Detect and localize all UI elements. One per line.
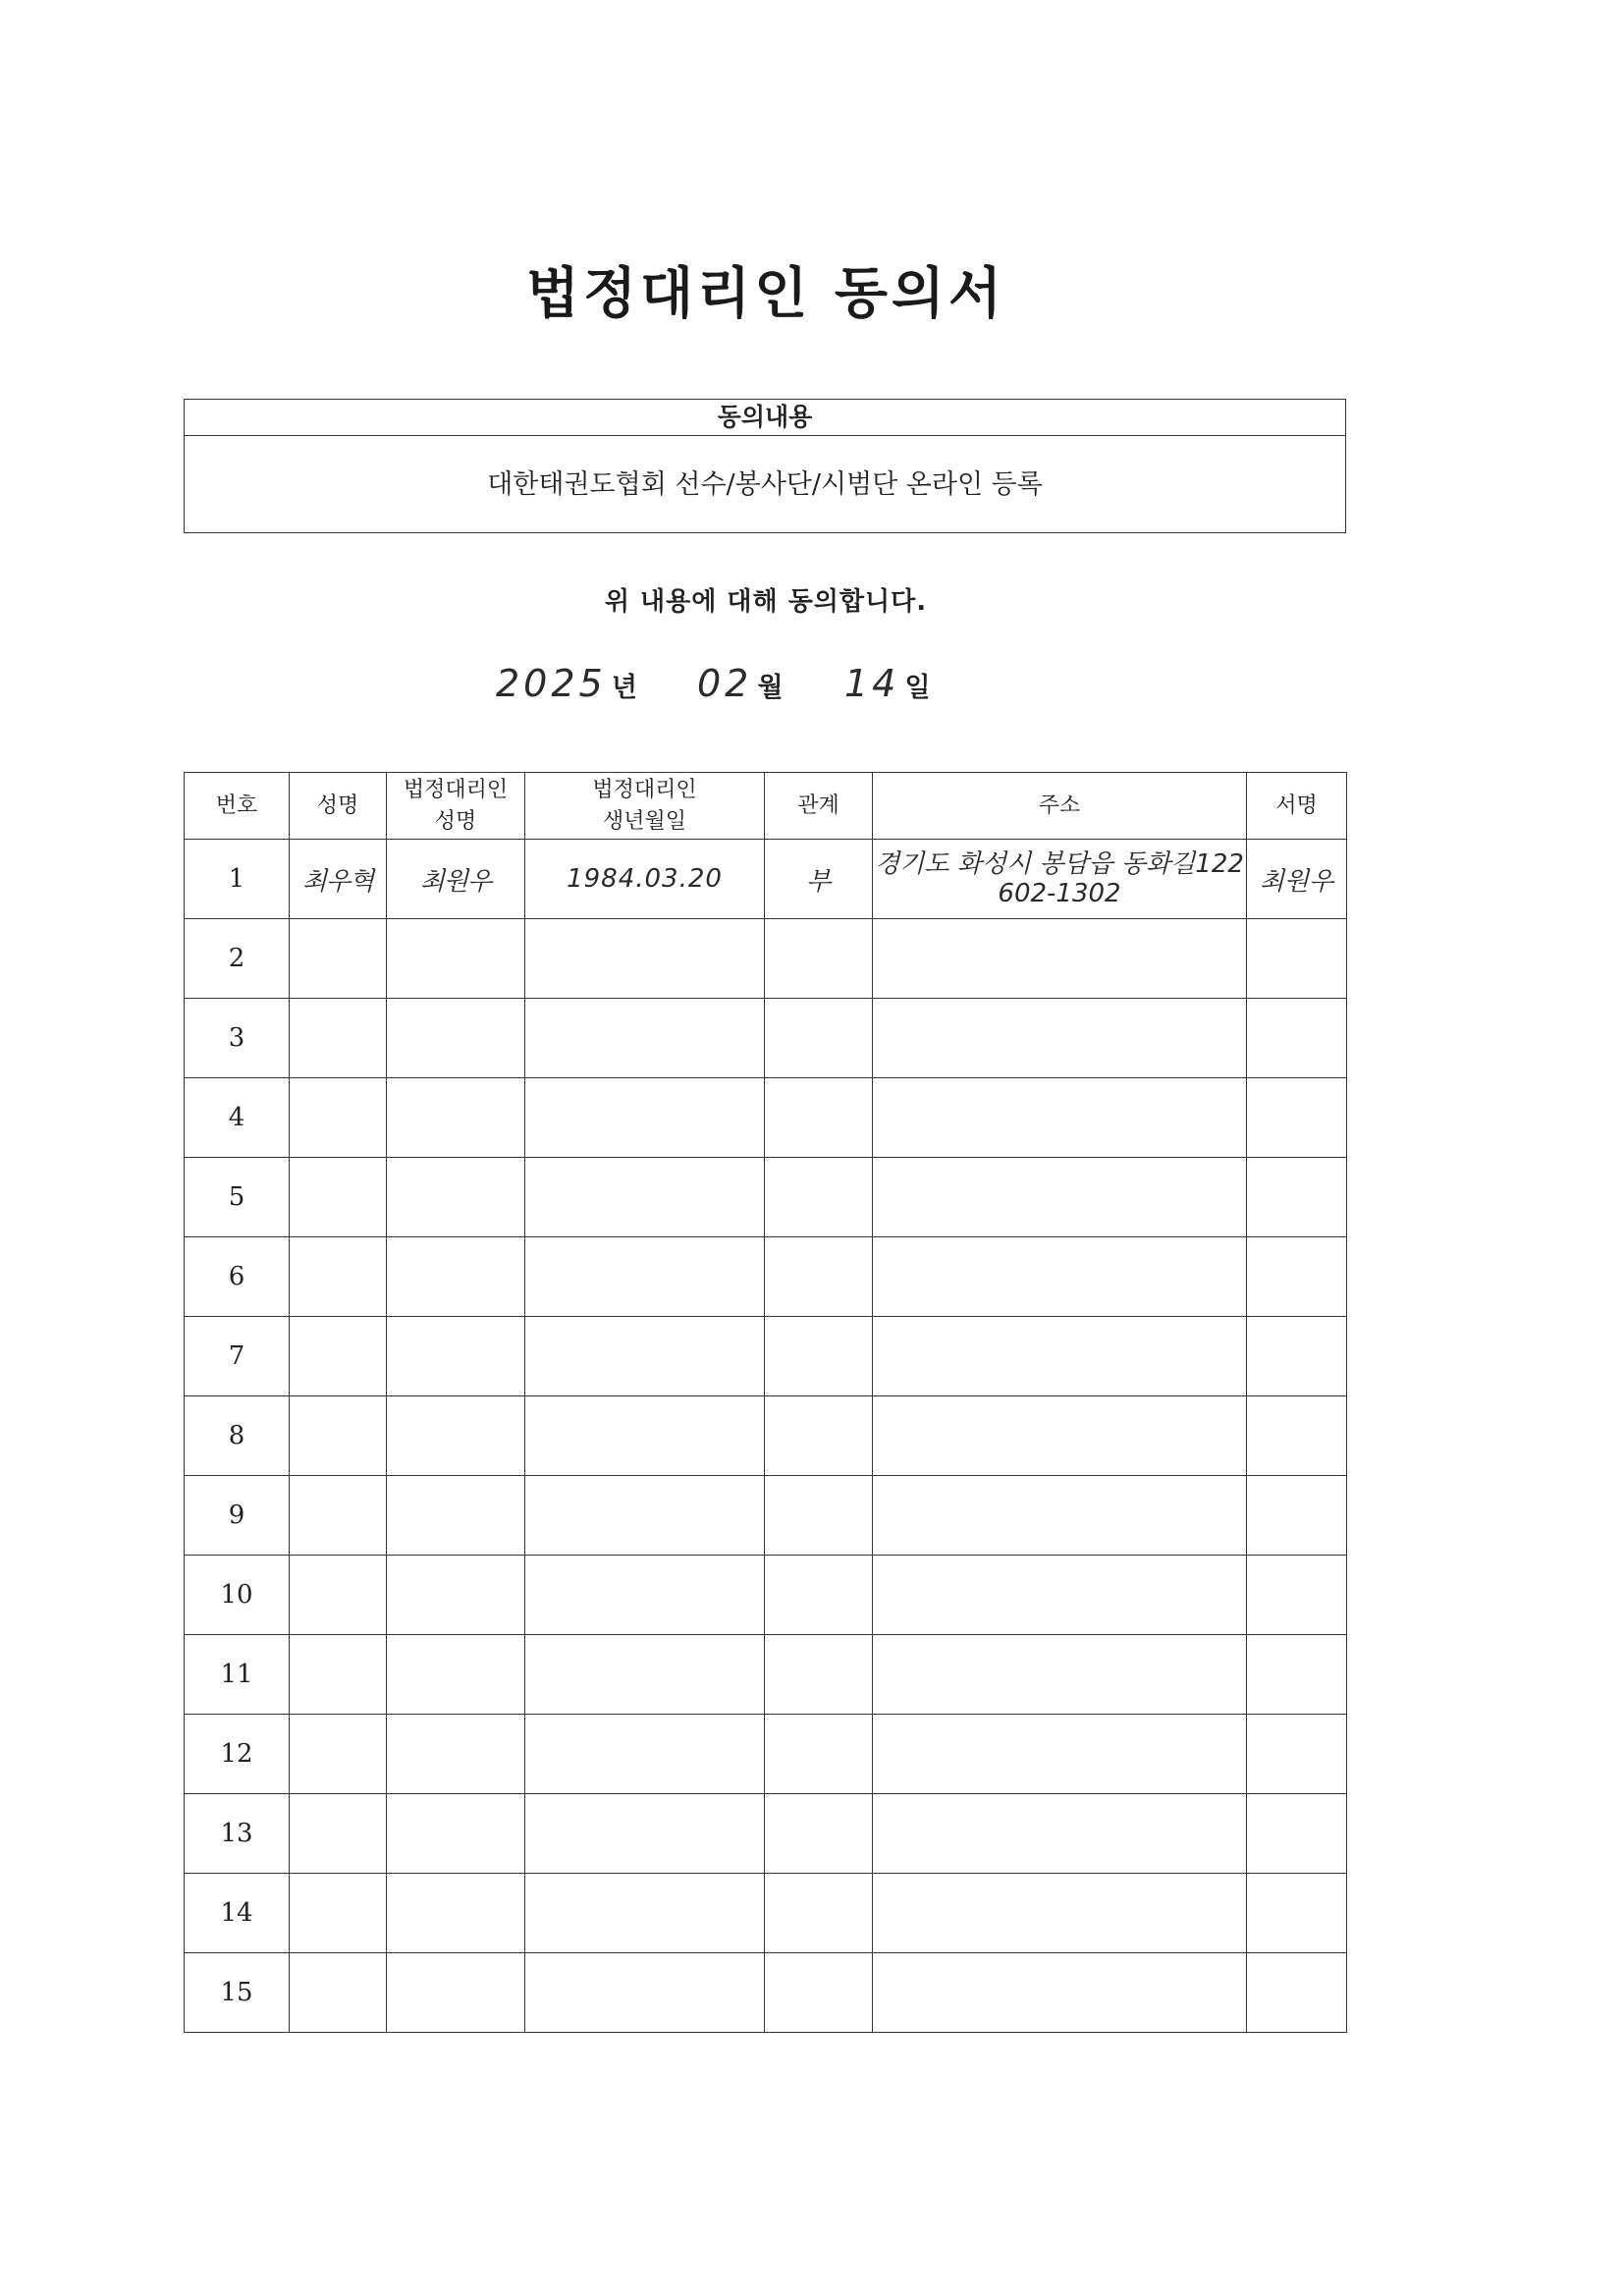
table-row (185, 840, 1347, 919)
cell-relation (765, 1396, 873, 1476)
date-day-value: 14 (844, 662, 900, 705)
cell-relation (765, 999, 873, 1078)
cell-address (873, 999, 1247, 1078)
cell-signature (1247, 1237, 1347, 1317)
cell-guardian-birth (525, 1078, 765, 1158)
cell-address (873, 1237, 1247, 1317)
table-row (185, 919, 1347, 999)
cell-relation (765, 1635, 873, 1715)
cell-guardian-name (387, 1158, 525, 1237)
cell-address-line2: 602-1302 (998, 879, 1121, 908)
header-name: 성명 (290, 773, 387, 840)
date-year-unit: 년 (611, 673, 637, 703)
cell-signature (1247, 1317, 1347, 1396)
table-row (185, 1078, 1347, 1158)
cell-name (290, 1794, 387, 1874)
cell-guardian-birth (525, 919, 765, 999)
cell-no: 9 (185, 1476, 290, 1556)
cell-relation (765, 1158, 873, 1237)
cell-address-line1: 경기도 화성시 봉담읍 동화길122 (875, 849, 1244, 879)
cell-signature (1247, 1396, 1347, 1476)
cell-guardian-birth: 1984.03.20 (525, 840, 765, 919)
cell-address (873, 1953, 1247, 2033)
cell-name (290, 919, 387, 999)
cell-guardian-birth (525, 1794, 765, 1874)
cell-guardian-birth (525, 1476, 765, 1556)
cell-guardian-name (387, 1396, 525, 1476)
cell-no: 1 (185, 840, 290, 919)
cell-relation (765, 1237, 873, 1317)
cell-guardian-name (387, 999, 525, 1078)
header-guardian-name-line1: 법정대리인 (403, 777, 509, 802)
cell-no: 3 (185, 999, 290, 1078)
cell-guardian-birth (525, 1556, 765, 1635)
date-day (844, 662, 931, 711)
cell-relation (765, 1317, 873, 1396)
cell-guardian-birth (525, 1396, 765, 1476)
table-row (185, 999, 1347, 1078)
cell-name (290, 1158, 387, 1237)
cell-address (873, 919, 1247, 999)
cell-guardian-birth (525, 1874, 765, 1953)
table-row (185, 1158, 1347, 1237)
cell-signature (1247, 1158, 1347, 1237)
cell-no: 15 (185, 1953, 290, 2033)
table-row (185, 1874, 1347, 1953)
table-row (185, 1237, 1347, 1317)
document-title: 법정대리인 동의서 (525, 262, 1006, 326)
roster-table (184, 772, 1347, 2033)
header-relation: 관계 (765, 773, 873, 840)
cell-name (290, 1476, 387, 1556)
cell-name (290, 1556, 387, 1635)
cell-no: 12 (185, 1715, 290, 1794)
cell-no: 4 (185, 1078, 290, 1158)
cell-guardian-name: 최원우 (387, 840, 525, 919)
cell-relation (765, 1476, 873, 1556)
cell-signature (1247, 1874, 1347, 1953)
cell-signature (1247, 1715, 1347, 1794)
cell-name (290, 999, 387, 1078)
consent-header: 동의내용 (185, 400, 1345, 436)
header-no: 번호 (185, 773, 290, 840)
consent-box (184, 399, 1346, 533)
cell-signature (1247, 1794, 1347, 1874)
cell-name (290, 1317, 387, 1396)
cell-signature (1247, 919, 1347, 999)
date-year-value: 2025 (496, 662, 607, 705)
table-row (185, 1317, 1347, 1396)
cell-no: 5 (185, 1158, 290, 1237)
date-month-unit: 월 (757, 673, 784, 703)
cell-guardian-birth (525, 1317, 765, 1396)
cell-guardian-birth (525, 999, 765, 1078)
cell-no: 7 (185, 1317, 290, 1396)
cell-guardian-birth (525, 1953, 765, 2033)
cell-guardian-name (387, 1476, 525, 1556)
cell-guardian-name (387, 1635, 525, 1715)
cell-address (873, 840, 1247, 919)
cell-signature (1247, 1953, 1347, 2033)
agree-statement: 위 내용에 대해 동의합니다. (604, 587, 928, 617)
cell-relation (765, 1556, 873, 1635)
table-row (185, 1635, 1347, 1715)
cell-guardian-name (387, 1715, 525, 1794)
cell-no: 2 (185, 919, 290, 999)
cell-name: 최우혁 (290, 840, 387, 919)
consent-content: 대한태권도협회 선수/봉사단/시범단 온라인 등록 (487, 469, 1043, 500)
table-row (185, 1556, 1347, 1635)
date-day-unit: 일 (904, 673, 931, 703)
cell-name (290, 1953, 387, 2033)
cell-signature (1247, 1476, 1347, 1556)
cell-no: 14 (185, 1874, 290, 1953)
cell-guardian-name (387, 1078, 525, 1158)
date-month (697, 662, 784, 711)
cell-address (873, 1556, 1247, 1635)
cell-guardian-name (387, 919, 525, 999)
cell-address (873, 1476, 1247, 1556)
header-guardian-birth-line2: 생년월일 (602, 808, 686, 834)
table-row (185, 1953, 1347, 2033)
cell-signature (1247, 1635, 1347, 1715)
cell-address (873, 1874, 1247, 1953)
cell-address (873, 1396, 1247, 1476)
cell-address (873, 1794, 1247, 1874)
cell-signature (1247, 1078, 1347, 1158)
cell-signature (1247, 1556, 1347, 1635)
cell-no: 6 (185, 1237, 290, 1317)
cell-relation (765, 1078, 873, 1158)
cell-name (290, 1635, 387, 1715)
cell-name (290, 1078, 387, 1158)
date-year (496, 662, 637, 711)
cell-signature (1247, 999, 1347, 1078)
header-guardian-name-line2: 성명 (434, 808, 477, 834)
cell-no: 13 (185, 1794, 290, 1874)
cell-no: 8 (185, 1396, 290, 1476)
cell-guardian-name (387, 1556, 525, 1635)
cell-guardian-birth (525, 1635, 765, 1715)
cell-address (873, 1635, 1247, 1715)
cell-address (873, 1078, 1247, 1158)
header-guardian-name (387, 773, 525, 840)
header-guardian-birth-line1: 법정대리인 (592, 777, 697, 802)
table-row (185, 1794, 1347, 1874)
cell-guardian-name (387, 1953, 525, 2033)
cell-relation (765, 919, 873, 999)
cell-relation (765, 1794, 873, 1874)
header-signature: 서명 (1247, 773, 1347, 840)
cell-guardian-name (387, 1794, 525, 1874)
header-address: 주소 (873, 773, 1247, 840)
cell-guardian-birth (525, 1158, 765, 1237)
cell-relation (765, 1953, 873, 2033)
date-month-value: 02 (697, 662, 753, 705)
cell-name (290, 1237, 387, 1317)
cell-no: 11 (185, 1635, 290, 1715)
header-guardian-birth (525, 773, 765, 840)
table-row (185, 1396, 1347, 1476)
cell-name (290, 1715, 387, 1794)
cell-address (873, 1158, 1247, 1237)
cell-no: 10 (185, 1556, 290, 1635)
cell-guardian-name (387, 1237, 525, 1317)
cell-name (290, 1874, 387, 1953)
cell-name (290, 1396, 387, 1476)
cell-guardian-birth (525, 1715, 765, 1794)
table-row (185, 1476, 1347, 1556)
cell-address (873, 1715, 1247, 1794)
table-row (185, 1715, 1347, 1794)
cell-signature: 최원우 (1247, 840, 1347, 919)
table-header-row (185, 773, 1347, 840)
cell-guardian-birth (525, 1237, 765, 1317)
cell-relation (765, 1874, 873, 1953)
cell-relation (765, 1715, 873, 1794)
cell-relation: 부 (765, 840, 873, 919)
cell-address (873, 1317, 1247, 1396)
cell-guardian-name (387, 1317, 525, 1396)
cell-guardian-name (387, 1874, 525, 1953)
